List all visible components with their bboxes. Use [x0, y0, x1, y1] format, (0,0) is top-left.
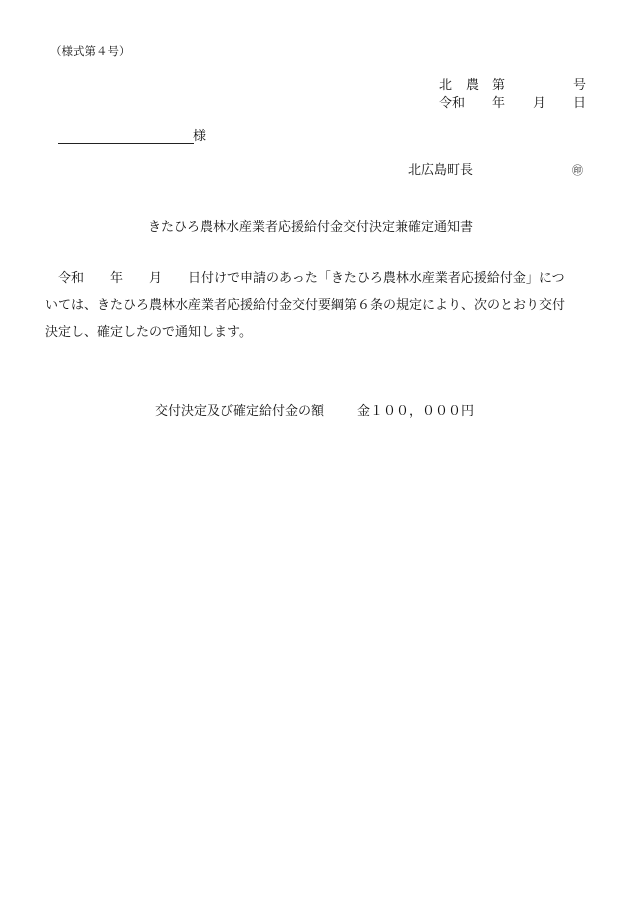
date-day: 日	[573, 96, 587, 111]
form-number: （様式第４号）	[50, 44, 131, 58]
date-year: 年	[492, 96, 506, 111]
issuer-name: 北広島町長	[408, 163, 474, 178]
document-number	[439, 79, 585, 95]
seal-mark: ㊞	[572, 164, 583, 177]
recipient-honorific: 様	[193, 129, 207, 144]
doc-number-prefix-1: 北	[439, 78, 453, 93]
body-line-2: いては、きたひろ農林水産業者応援給付金交付要綱第６条の規定により、次のとおり交付	[45, 298, 566, 313]
amount-value: 金１００，０００円	[357, 404, 475, 419]
document-title: きたひろ農林水産業者応援給付金交付決定兼確定通知書	[148, 220, 474, 235]
document-date	[439, 97, 585, 113]
doc-number-suffix: 号	[573, 78, 587, 93]
recipient-name-line	[58, 143, 194, 144]
body-line-1: 令和 年 月 日付けで申請のあった「きたひろ農林水産業者応援給付金」につ	[45, 271, 565, 286]
notice-body	[45, 272, 590, 353]
doc-number-prefix-3: 第	[492, 78, 506, 93]
amount-label: 交付決定及び確定給付金の額	[155, 404, 325, 419]
date-era: 令和	[439, 96, 466, 111]
body-line-3: 決定し、確定したので通知します。	[45, 325, 252, 340]
date-month: 月	[533, 96, 547, 111]
doc-number-prefix-2: 農	[466, 78, 480, 93]
